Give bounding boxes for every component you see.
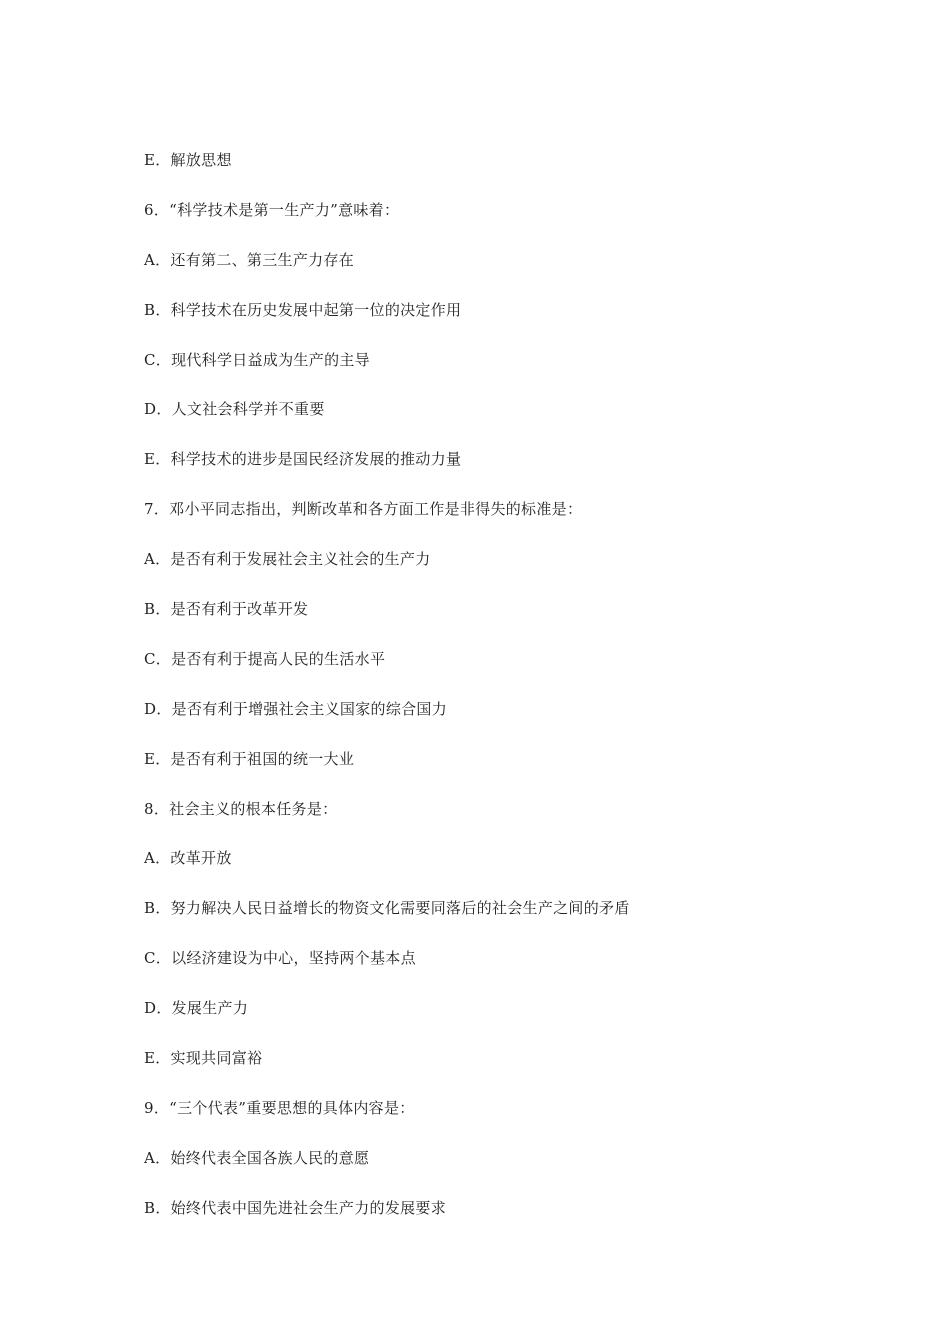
question-8: 8．社会主义的根本任务是： xyxy=(144,799,338,818)
option-b-q7: B．是否有利于改革开发 xyxy=(144,600,309,619)
option-e-q8: E．实现共同富裕 xyxy=(144,1049,263,1068)
option-a-q9: A．始终代表全国各族人民的意愿 xyxy=(144,1148,370,1167)
option-e-q6: E．科学技术的进步是国民经济发展的推动力量 xyxy=(144,450,462,469)
option-c-q8: C．以经济建设为中心，坚持两个基本点 xyxy=(144,949,416,968)
option-d-q7: D．是否有利于增强社会主义国家的综合国力 xyxy=(144,699,448,718)
option-d-q6: D．人文社会科学并不重要 xyxy=(144,400,325,419)
document-page xyxy=(144,146,904,1244)
question-9: 9．“三个代表”重要思想的具体内容是： xyxy=(144,1098,415,1117)
option-b-q9: B．始终代表中国先进社会生产力的发展要求 xyxy=(144,1198,447,1217)
question-6: 6．“科学技术是第一生产力”意味着： xyxy=(144,200,400,219)
option-b-q8: B．努力解决人民日益增长的物资文化需要同落后的社会生产之间的矛盾 xyxy=(144,899,630,918)
option-c-q7: C．是否有利于提高人民的生活水平 xyxy=(144,649,386,668)
option-a-q7: A．是否有利于发展社会主义社会的生产力 xyxy=(144,550,431,569)
option-a-q6: A．还有第二、第三生产力存在 xyxy=(144,250,355,269)
option-a-q8: A．改革开放 xyxy=(144,849,232,868)
option-e-q7: E．是否有利于祖国的统一大业 xyxy=(144,749,355,768)
option-d-q8: D．发展生产力 xyxy=(144,999,249,1018)
option-b-q6: B．科学技术在历史发展中起第一位的决定作用 xyxy=(144,300,462,319)
option-e-q5: E．解放思想 xyxy=(144,151,232,169)
question-7: 7．邓小平同志指出，判断改革和各方面工作是非得失的标准是： xyxy=(144,500,583,519)
option-c-q6: C．现代科学日益成为生产的主导 xyxy=(144,350,370,369)
